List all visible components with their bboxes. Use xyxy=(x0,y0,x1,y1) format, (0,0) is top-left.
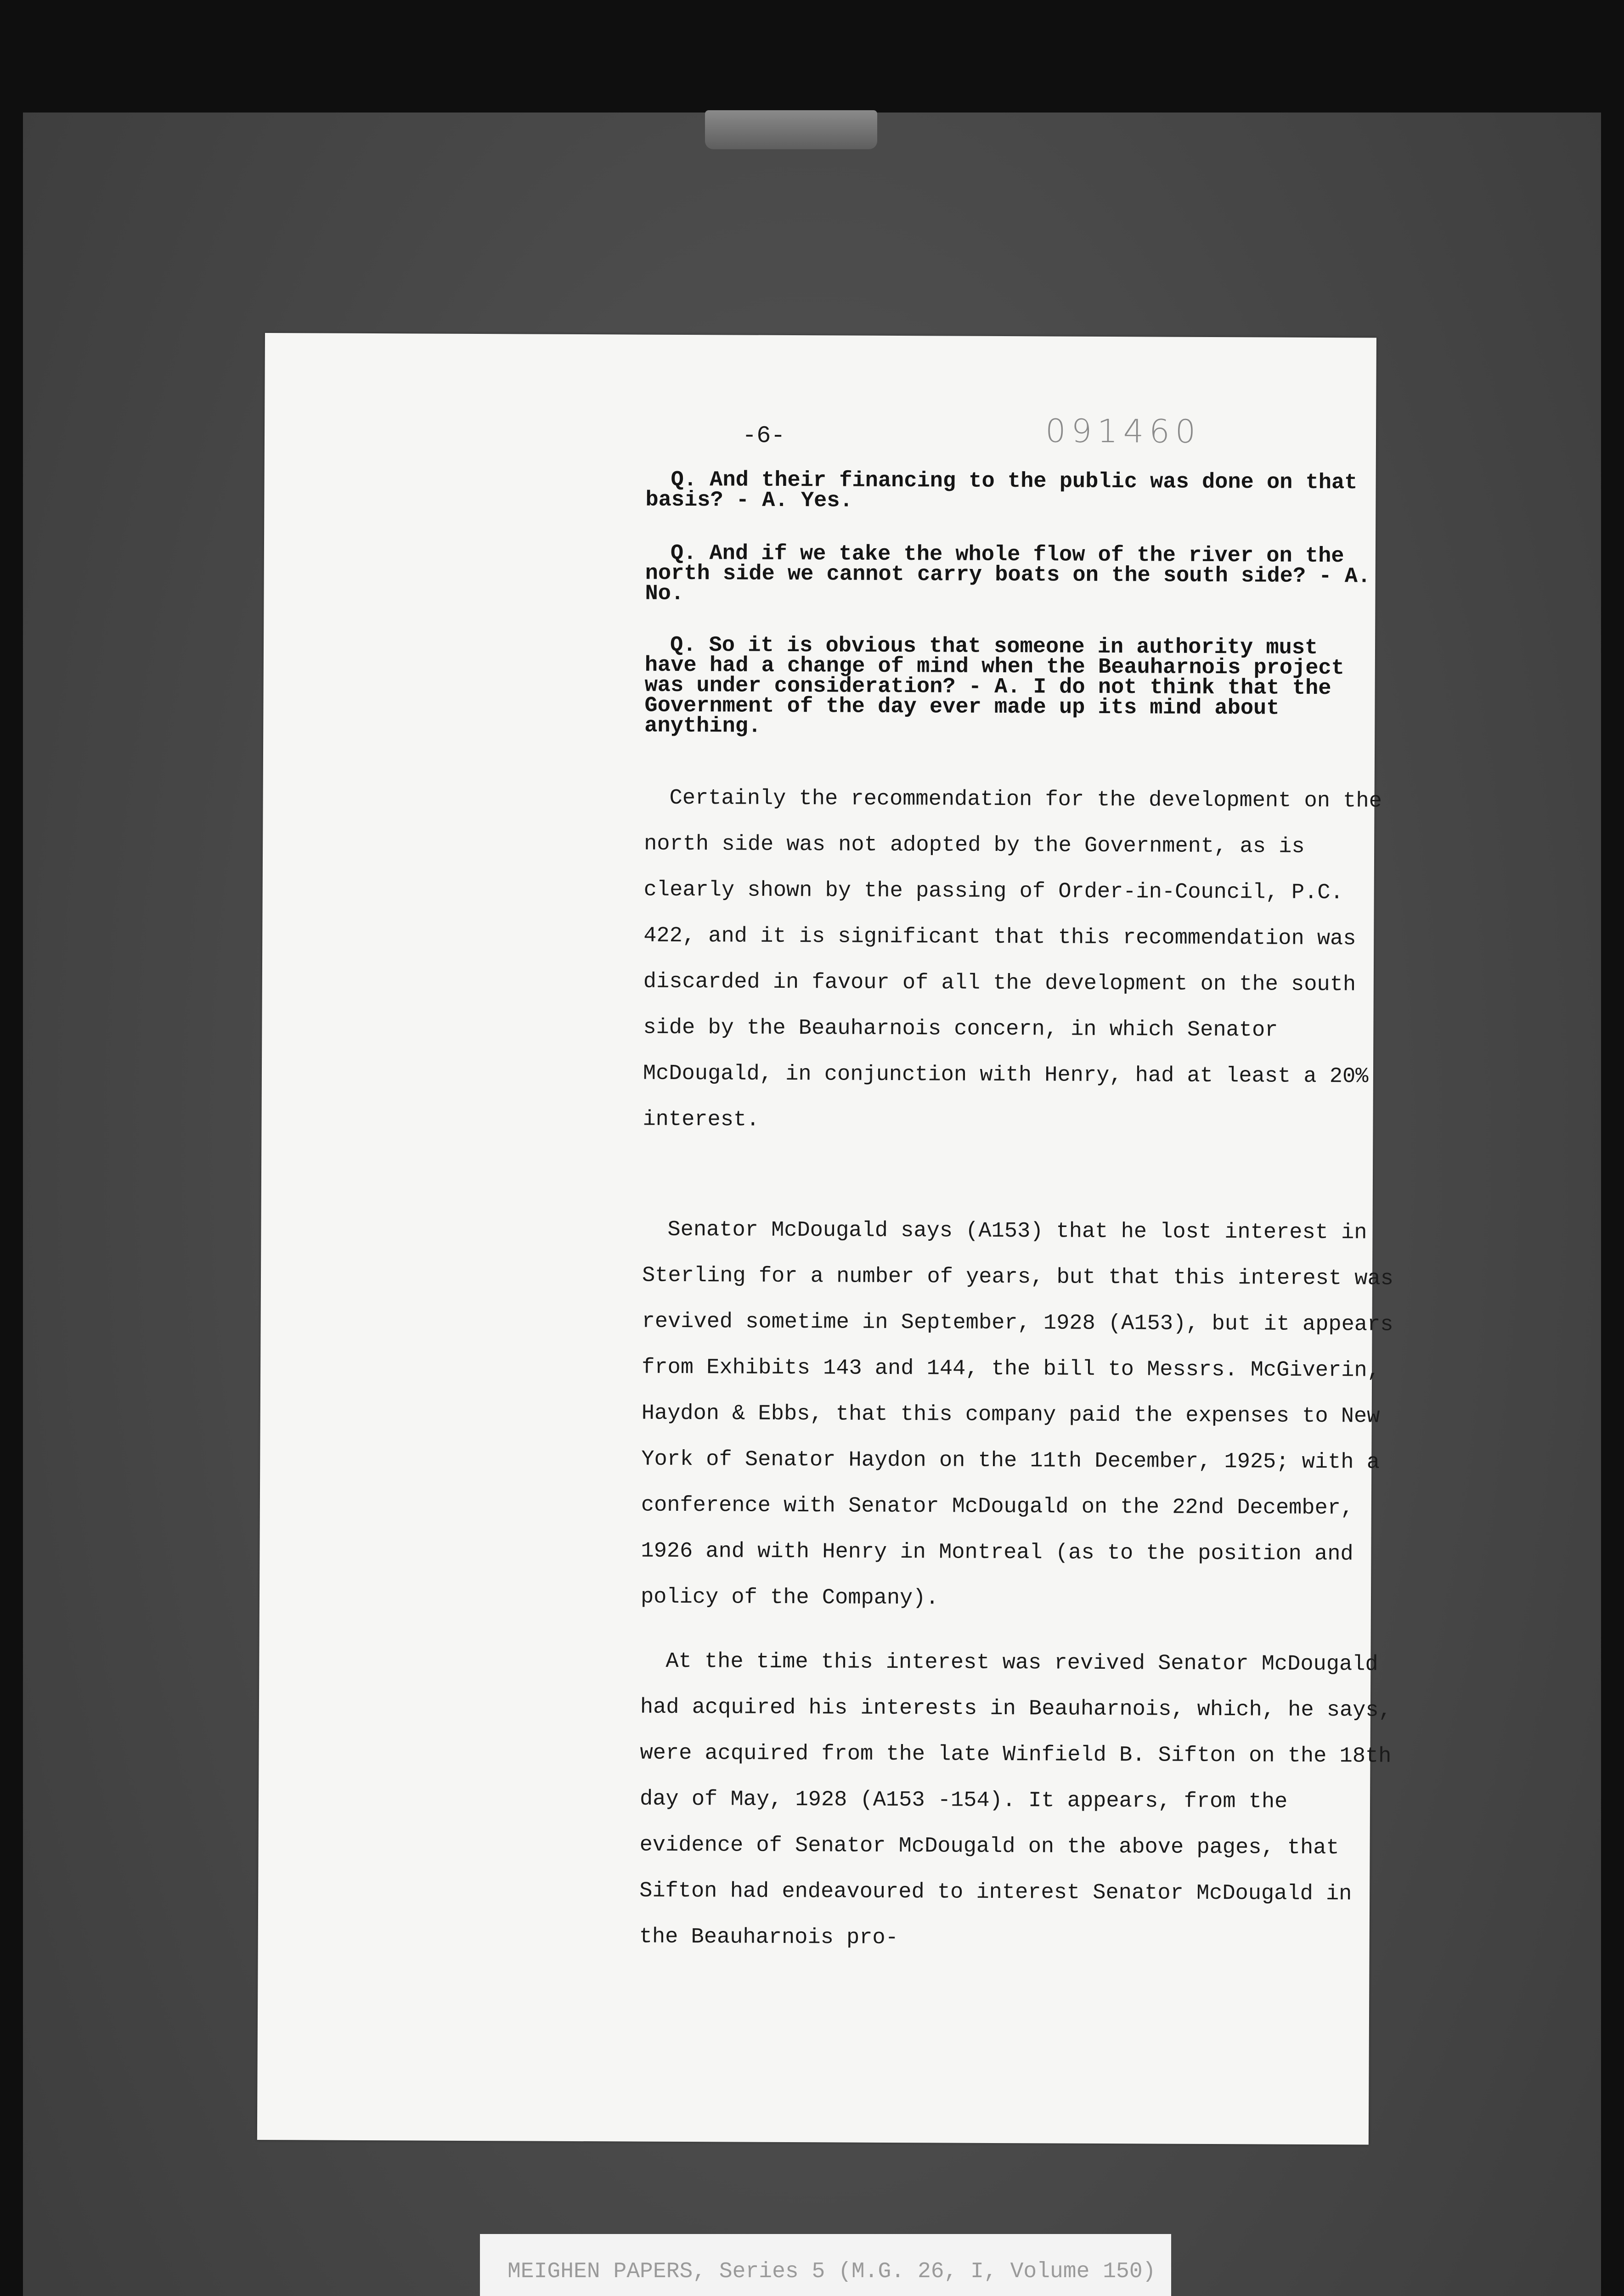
qa-item: Q. So it is obvious that someone in authority must have had a change of mind when the Beauharnois project was under consideration? - A. I do not think that the Government of the day ever made up its mind about anything. xyxy=(644,633,1345,739)
series-label-text: MEIGHEN PAPERS, Series 5 (M.G. 26, I, Volume 150) xyxy=(508,2259,1156,2284)
qa-block xyxy=(644,633,1380,740)
paragraph-text: Senator McDougald says (A153) that he lost interest in Sterling for a number of years, but that this interest was revived sometime in September, 1928 (A153), but it appears from Exhibits 143 and 144, the bill to Messrs. McGiverin, Haydon & Ebbs, that this company paid the expenses to New York of Senator Haydon on the 11th December, 1925; with a conference with Senator McDougald on the 22nd December, 1926 and with Henry in Montreal (as to the position and policy of the Company). xyxy=(640,1217,1394,1611)
body-paragraph xyxy=(643,776,1397,1146)
page-number: -6- xyxy=(742,422,785,450)
paragraph-text: Certainly the recommendation for the development on the north side was not adopted by the Government, as is clearly shown by the passing of Order-in-Council, P.C. 422, and it is significant that this recommendation was discarded in favour of all the development on the south side by the Beauharnois concern, in which Senator McDougald, in conjunction with Henry, had at least a 20% interest. xyxy=(643,786,1382,1132)
document-page xyxy=(257,333,1394,2145)
qa-item: Q. And their financing to the public was done on that basis? - A. Yes. xyxy=(645,467,1358,513)
qa-block xyxy=(645,467,1380,514)
body-paragraph xyxy=(639,1639,1394,1964)
archive-stamp-number: 091460 xyxy=(1045,412,1201,450)
mount-clip xyxy=(705,110,877,149)
body-paragraph xyxy=(641,1207,1396,1624)
series-label-tab xyxy=(480,2234,1171,2296)
paragraph-text: At the time this interest was revived Senator McDougald had acquired his interests in Beauharnois, which, he says, were acquired from the late Winfield B. Sifton on the 18th day of May, 1928 (A153 -154). It appears, from the evidence of Senator McDougald on the above pages, that Sifton had endeavoured to interest Senator McDougald in the Beauharnois pro- xyxy=(639,1649,1392,1951)
qa-block xyxy=(645,541,1380,608)
qa-item: Q. And if we take the whole flow of the river on the north side we cannot carry boats on the south side? - A. No. xyxy=(645,541,1371,606)
